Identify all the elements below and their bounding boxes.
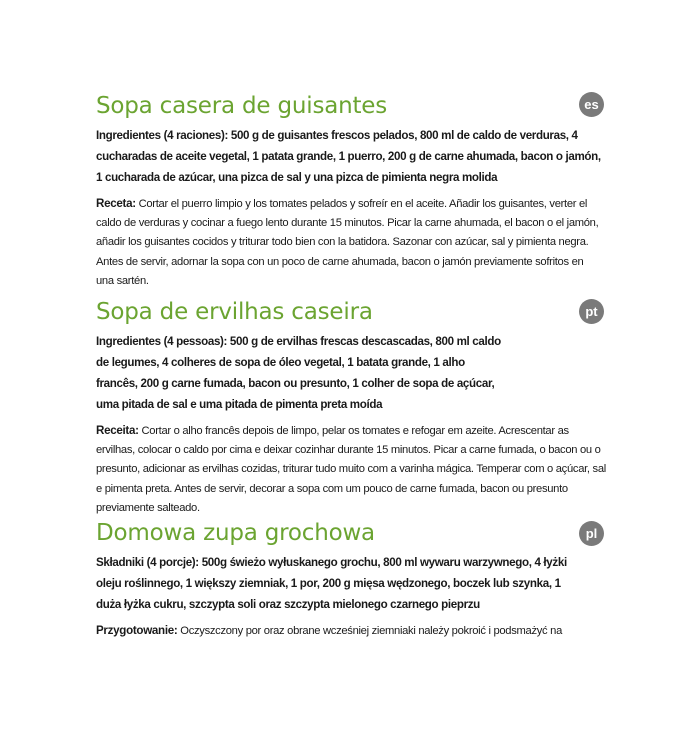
recipe-section-pt	[96, 299, 608, 518]
recipe-label: Receita:	[96, 424, 139, 437]
language-badge-es: es	[579, 92, 604, 117]
recipe-label: Przygotowanie:	[96, 624, 178, 637]
recipe-instructions	[96, 194, 601, 291]
recipe-title: Sopa de ervilhas caseira	[96, 299, 373, 325]
recipe-body: Oczyszczony por oraz obrane wcześniej ziemniaki należy pokroić i podsmażyć na	[180, 625, 562, 637]
recipe-instructions	[96, 421, 608, 518]
recipe-body: Cortar o alho francês depois de limpo, pelar os tomates e refogar em azeite. Acrescentar as ervilhas, colocar o caldo por cima e deixar cozinhar durante 15 minutos. Picar a carne fumada, o bacon ou o presunto, adicionar as ervilhas cozidas, triturar tudo muito com a varinha mágica. Temperar com o açúcar, sal e pimenta preta. Antes de servir, decorar a sopa com um pouco de carne fumada, bacon ou presunto previamente salteado.	[96, 425, 606, 514]
language-badge-pl: pl	[579, 521, 604, 546]
ingredients-text: Składniki (4 porcje): 500g świeżo wyłuskanego grochu, 800 ml wywaru warzywnego, 4 łyżki oleju roślinnego, 1 większy ziemniak, 1 por, 200 g mięsa wędzonego, boczek lub szynka, 1 duża łyżka cukru, szczypta soli oraz szczypta mielonego czarnego pieprzu	[96, 556, 567, 611]
recipe-instructions	[96, 621, 576, 641]
recipe-title: Sopa casera de guisantes	[96, 93, 388, 119]
ingredients-text: Ingredientes (4 raciones): 500 g de guisantes frescos pelados, 800 ml de caldo de verduras, 4 cucharadas de aceite vegetal, 1 patata grande, 1 puerro, 200 g de carne ahumada, bacon o jamón, 1 cucharada de azúcar, una pizca de sal y una pizca de pimienta negra molida	[96, 129, 601, 184]
language-badge-pt: pt	[579, 299, 604, 324]
recipe-body: Cortar el puerro limpio y los tomates pelados y sofreír en el aceite. Añadir los guisantes, verter el caldo de verduras y cocinar a fuego lento durante 15 minutos. Picar la carne ahumada, el bacon o el jamón, añadir los guisantes cocidos y triturar todo bien con la batidora. Sazonar con azúcar, sal y pimienta negra. Antes de servir, adornar la sopa con un poco de carne ahumada, bacon o jamón previamente sofritos en una sartén.	[96, 198, 599, 287]
recipe-title: Domowa zupa grochowa	[96, 520, 375, 546]
ingredients-text: Ingredientes (4 pessoas): 500 g de ervilhas frescas descascadas, 800 ml caldo de legumes, 4 colheres de sopa de óleo vegetal, 1 batata grande, 1 alho francês, 200 g carne fumada, bacon ou presunto, 1 colher de sopa de açúcar, uma pitada de sal e uma pitada de pimenta preta moída	[96, 335, 501, 411]
recipe-section-es	[96, 93, 601, 291]
recipe-label: Receta:	[96, 197, 136, 210]
recipe-section-pl	[96, 520, 576, 641]
